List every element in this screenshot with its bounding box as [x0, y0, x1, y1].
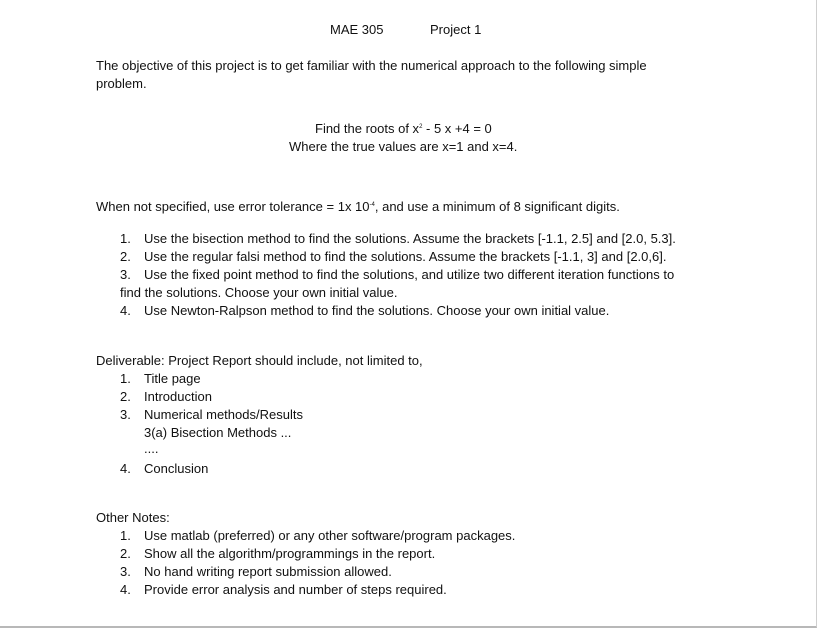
objective-line-1: The objective of this project is to get familiar with the numerical approach to the following simple [96, 58, 647, 73]
tolerance-statement [96, 198, 620, 216]
task-text: Use the regular falsi method to find the solutions. Assume the brackets [-1.1, 3] and [2.0,6]. [144, 249, 667, 264]
tolerance-exponent: -4 [369, 202, 375, 208]
note-item [120, 581, 447, 599]
problem-equation [315, 120, 492, 138]
task-continuation: find the solutions. Choose your own initial value. [120, 285, 398, 300]
equation-prefix: Find the roots of x [315, 121, 420, 136]
deliverable-item [120, 370, 201, 388]
objective-line-2: problem. [96, 76, 147, 91]
note-text: No hand writing report submission allowed. [144, 564, 392, 579]
task-number: 3. [120, 267, 131, 282]
deliverable-number: 4. [120, 461, 131, 476]
deliverable-text: Conclusion [144, 461, 209, 476]
note-text: Provide error analysis and number of steps required. [144, 582, 447, 597]
deliverable-ellipsis: .... [144, 441, 159, 456]
task-number: 1. [120, 231, 131, 246]
task-item [120, 266, 674, 284]
equation-suffix: - 5 x +4 = 0 [422, 121, 492, 136]
task-item [120, 230, 676, 248]
note-text: Show all the algorithm/programmings in the report. [144, 546, 436, 561]
project-title: Project 1 [430, 22, 482, 37]
notes-heading: Other Notes: [96, 510, 170, 525]
deliverable-number: 1. [120, 371, 131, 386]
deliverable-text: Title page [144, 371, 201, 386]
deliverable-item [120, 460, 208, 478]
deliverable-heading: Deliverable: Project Report should include, not limited to, [96, 353, 423, 368]
true-values: Where the true values are x=1 and x=4. [289, 139, 518, 154]
note-number: 3. [120, 564, 131, 579]
deliverable-item [120, 406, 303, 424]
note-item [120, 545, 435, 563]
deliverable-number: 2. [120, 389, 131, 404]
task-number: 2. [120, 249, 131, 264]
note-item [120, 563, 392, 581]
task-text: Use the fixed point method to find the solutions, and utilize two different iteration functions to [144, 267, 675, 282]
deliverable-item [120, 388, 212, 406]
task-item [120, 302, 609, 320]
equation-exponent: 2 [419, 124, 423, 130]
course-code: MAE 305 [330, 22, 384, 37]
note-item [120, 527, 515, 545]
tolerance-prefix: When not specified, use error tolerance = 1x 10 [96, 199, 370, 214]
deliverable-text: Introduction [144, 389, 212, 404]
note-number: 2. [120, 546, 131, 561]
task-text: Use Newton-Ralpson method to find the solutions. Choose your own initial value. [144, 303, 610, 318]
deliverable-subitem: 3(a) Bisection Methods ... [144, 425, 292, 440]
note-number: 4. [120, 582, 131, 597]
task-number: 4. [120, 303, 131, 318]
task-text: Use the bisection method to find the solutions. Assume the brackets [-1.1, 2.5] and [2.0, 5.3]. [144, 231, 676, 246]
deliverable-text: Numerical methods/Results [144, 407, 303, 422]
tolerance-suffix: , and use a minimum of 8 significant digits. [374, 199, 620, 214]
note-number: 1. [120, 528, 131, 543]
deliverable-number: 3. [120, 407, 131, 422]
task-item [120, 248, 666, 266]
note-text: Use matlab (preferred) or any other software/program packages. [144, 528, 516, 543]
